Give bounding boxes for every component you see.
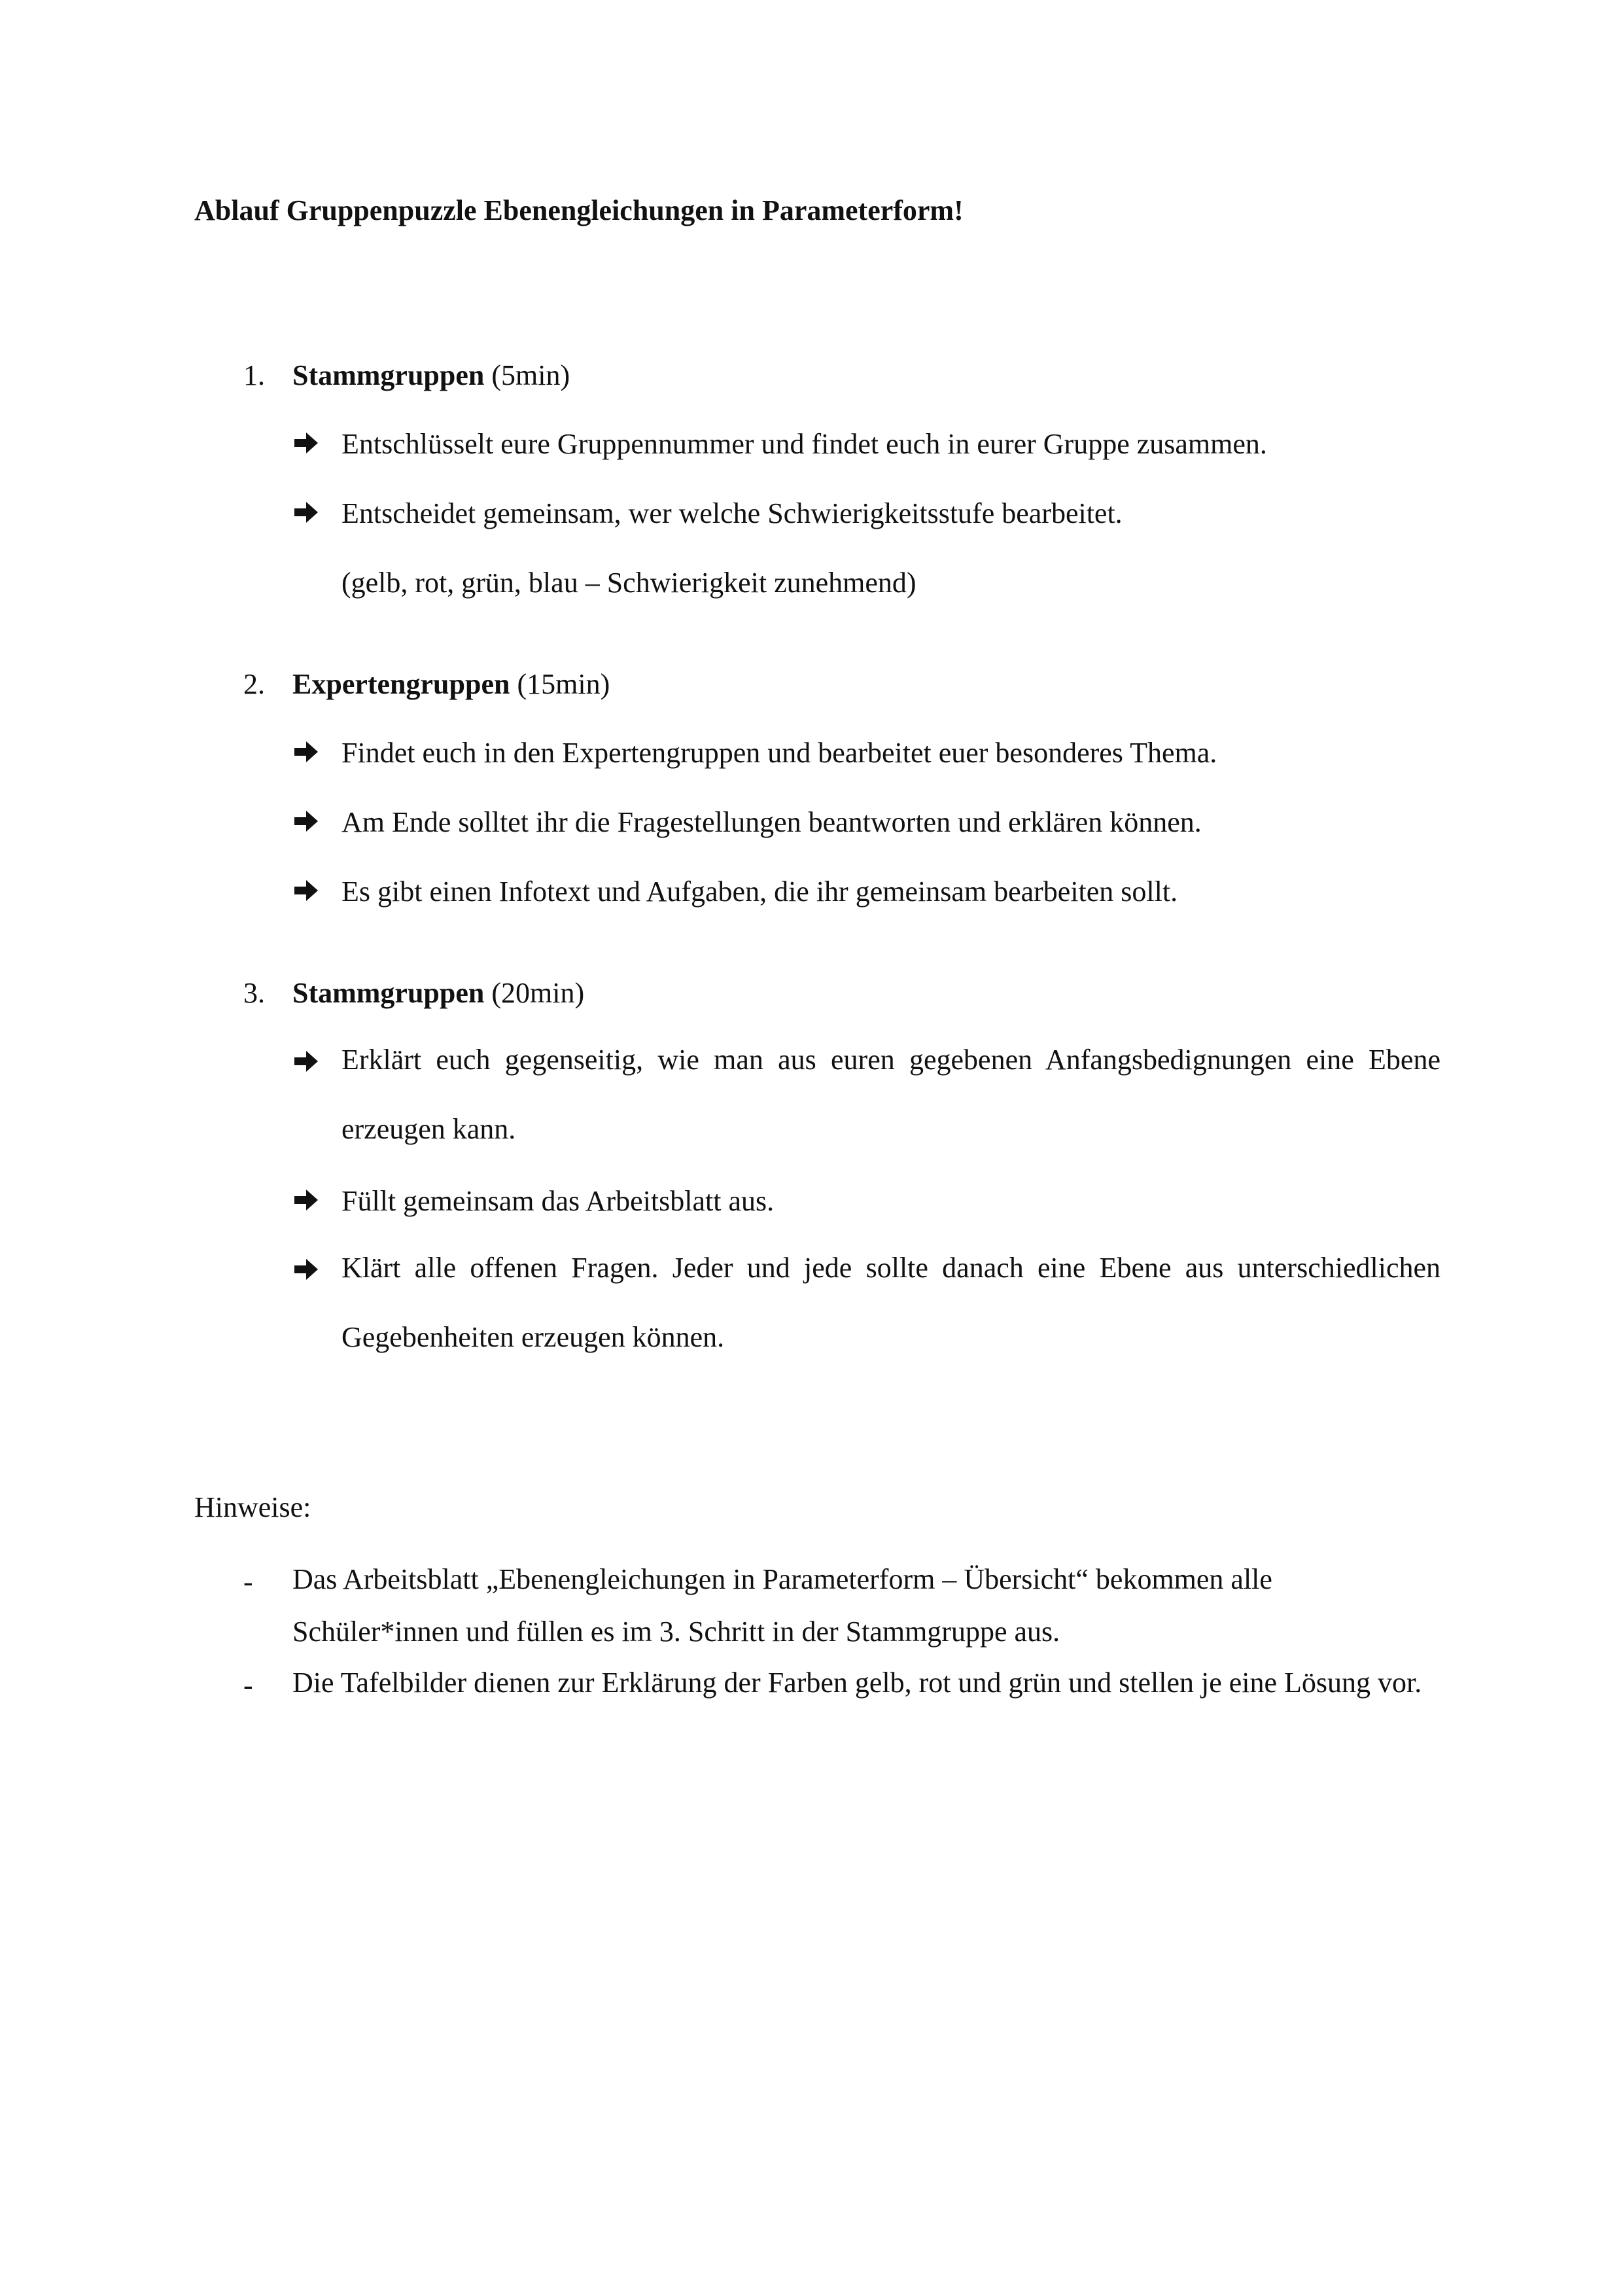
arrow-right-icon <box>292 1186 321 1214</box>
hint-text: Das Arbeitsblatt „Ebenengleichungen in Parameterform – Übersicht“ bekommen alle Schüler*innen und füllen es im 3. Schritt in der Stammgruppe aus. <box>292 1563 1272 1648</box>
bullet-text: Entschlüsselt eure Gruppennummer und findet euch in eurer Gruppe zusammen. <box>341 428 1267 460</box>
arrow-right-icon <box>292 1047 321 1076</box>
hints-label: Hinweise: <box>194 1491 311 1523</box>
section-3-heading <box>243 976 584 1010</box>
bullet-text: Am Ende solltet ihr die Fragestellungen beantworten und erklären können. <box>341 806 1202 838</box>
arrow-right-icon <box>292 876 321 905</box>
bullet-text: Entscheidet gemeinsam, wer welche Schwierigkeitsstufe bearbeitet. <box>341 497 1123 529</box>
bullet-text: Es gibt einen Infotext und Aufgaben, die ihr gemeinsam bearbeiten sollt. <box>341 875 1178 908</box>
section-name: Stammgruppen <box>292 977 485 1009</box>
bullet-text: Füllt gemeinsam das Arbeitsblatt aus. <box>341 1185 775 1217</box>
bullet-text: Erklärt euch gegenseitig, wie man aus euren gegebenen Anfangsbedignungen eine Ebene erzeugen kann. <box>341 1044 1440 1145</box>
arrow-right-icon <box>292 498 321 527</box>
section-duration: (5min) <box>491 359 570 391</box>
hint-text: Die Tafelbilder dienen zur Erklärung der Farben gelb, rot und grün und stellen je eine Lösung vor. <box>292 1667 1422 1699</box>
section-name: Expertengruppen <box>292 668 510 700</box>
section-number: 2. <box>243 668 265 700</box>
bullet-text: Findet euch in den Expertengruppen und bearbeitet euer besonderes Thema. <box>341 737 1217 769</box>
section-number: 1. <box>243 359 265 391</box>
arrow-right-icon <box>292 737 321 766</box>
dash-marker: - <box>243 1669 253 1701</box>
dash-marker: - <box>243 1566 253 1598</box>
bullet-text: Klärt alle offenen Fragen. Jeder und jede sollte danach eine Ebene aus unterschiedlichen Gegebenheiten erzeugen können. <box>341 1252 1440 1353</box>
arrow-right-icon <box>292 429 321 457</box>
section-duration: (20min) <box>491 977 585 1009</box>
section-duration: (15min) <box>517 668 610 700</box>
document-title: Ablauf Gruppenpuzzle Ebenengleichungen in Parameterform! <box>194 194 964 226</box>
section-2-heading <box>243 667 610 701</box>
difficulty-note: (gelb, rot, grün, blau – Schwierigkeit zunehmend) <box>341 567 916 599</box>
arrow-right-icon <box>292 1255 321 1284</box>
section-number: 3. <box>243 977 265 1009</box>
section-1-heading <box>243 359 570 392</box>
section-name: Stammgruppen <box>292 359 485 391</box>
arrow-right-icon <box>292 807 321 836</box>
